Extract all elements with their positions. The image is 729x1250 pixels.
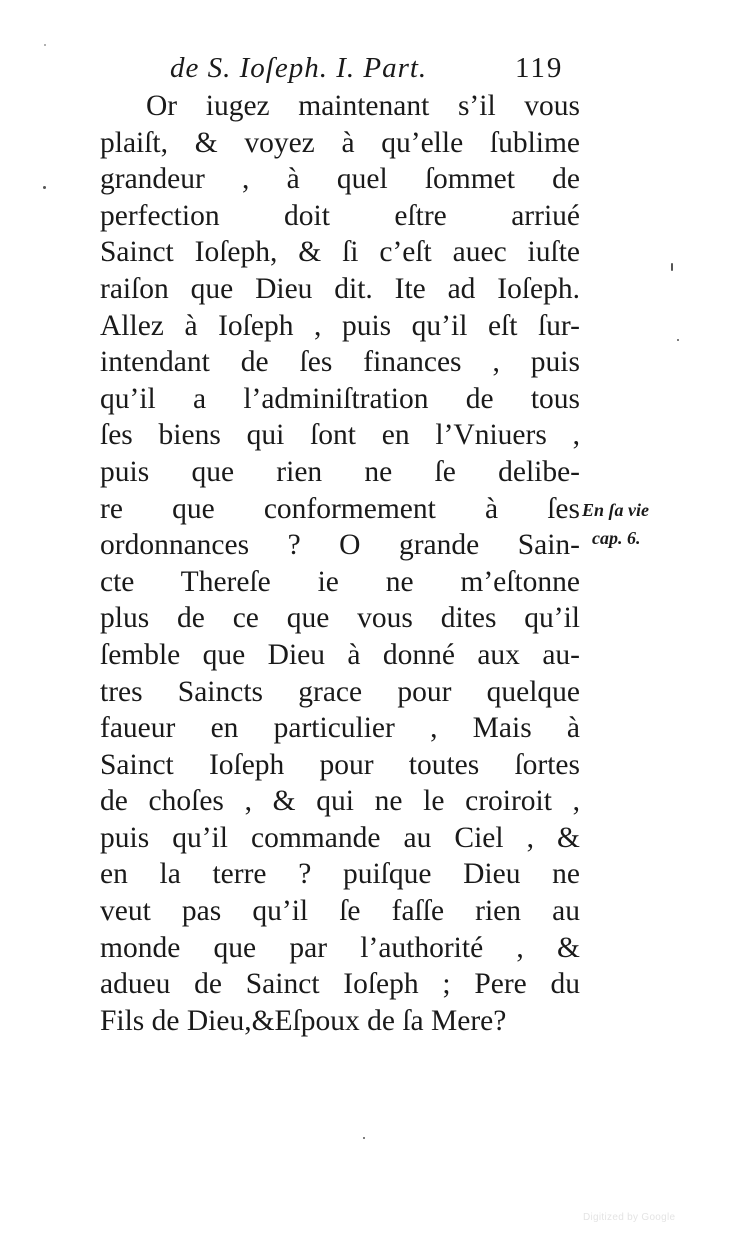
text-line: raiſon que Dieu dit. Ite ad Ioſeph.	[100, 272, 580, 305]
text-line: ordonnances ? O grande Sain-	[100, 529, 580, 562]
scan-speck	[671, 263, 673, 271]
text-line: faueur en particulier , Mais à	[100, 712, 580, 745]
text-line: ſemble que Dieu à donné aux au-	[100, 638, 580, 671]
text-line: qu’il a l’adminiſtration de tous	[100, 382, 580, 415]
page-number: 119	[515, 52, 564, 84]
text-line: grandeur , à quel ſommet de	[100, 163, 580, 196]
text-line: perfection doit eſtre arriué	[100, 199, 580, 232]
text-line: puis que rien ne ſe delibe-	[100, 455, 580, 488]
text-line: plus de ce que vous dites qu’il	[100, 602, 580, 635]
text-line: adueu de Sainct Ioſeph ; Pere du	[100, 968, 580, 1001]
margin-note-line: cap. 6.	[592, 528, 641, 548]
text-line: Fils de Dieu,&Eſpoux de ſa Mere?	[100, 1004, 507, 1037]
text-line: tres Saincts grace pour quelque	[100, 675, 580, 708]
text-line: cte Thereſe ie ne m’eſtonne	[100, 565, 580, 598]
text-line: de choſes , & qui ne le croiroit ,	[100, 785, 580, 818]
scan-speck	[43, 186, 46, 189]
text-line: ſes biens qui ſont en l’Vniuers ,	[100, 419, 580, 452]
text-line: Or iugez maintenant s’il vous	[146, 90, 580, 122]
running-title: de S. Ioſeph. I. Part.	[170, 52, 428, 84]
margin-note-line: En ſa vie	[582, 500, 649, 520]
text-line: re que conformement à ſes	[100, 492, 580, 525]
digitization-watermark: Digitized by Google	[583, 1212, 676, 1223]
text-line: veut pas qu’il ſe faſſe rien au	[100, 895, 580, 928]
text-line: puis qu’il commande au Ciel , &	[100, 821, 580, 854]
text-line: plaiſt, & voyez à qu’elle ſublime	[100, 126, 580, 159]
text-line: monde que par l’authorité , &	[100, 931, 580, 964]
text-line: en la terre ? puiſque Dieu ne	[100, 858, 580, 891]
text-line: Allez à Ioſeph , puis qu’il eſt ſur-	[100, 309, 580, 342]
body-text	[100, 88, 580, 1039]
text-line: Sainct Ioſeph pour toutes ſortes	[100, 748, 580, 781]
scan-speck	[363, 1137, 365, 1139]
scan-speck	[677, 339, 679, 341]
scan-speck	[44, 44, 46, 46]
text-line: intendant de ſes finances , puis	[100, 346, 580, 379]
running-head	[170, 52, 590, 92]
text-line: Sainct Ioſeph, & ſi c’eſt auec iuſte	[100, 236, 580, 269]
margin-note	[582, 496, 649, 552]
